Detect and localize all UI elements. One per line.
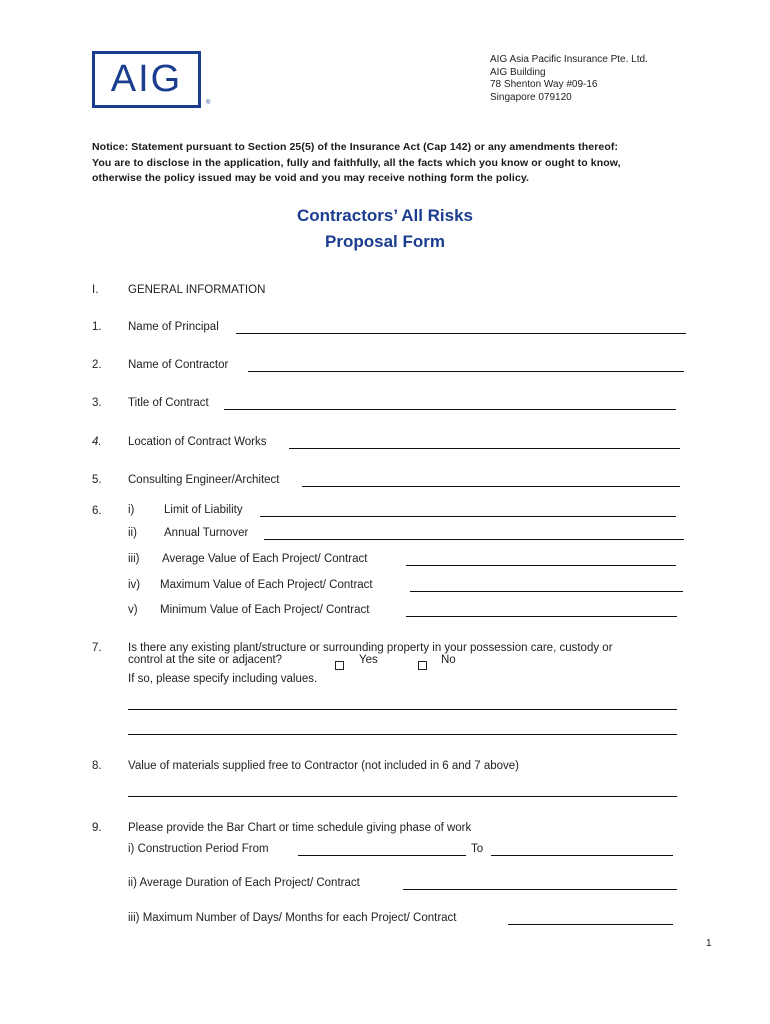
engineer-field[interactable] xyxy=(302,486,680,487)
average-duration-field[interactable] xyxy=(403,889,677,890)
form-subtitle: Proposal Form xyxy=(325,232,445,251)
property-details-field-2[interactable] xyxy=(128,734,677,735)
maximum-value-label: Maximum Value of Each Project/ Contract xyxy=(160,579,373,591)
principal-field[interactable] xyxy=(236,333,686,334)
specify-values-instruction: If so, please specify including values. xyxy=(128,673,318,685)
engineer-label: Consulting Engineer/Architect xyxy=(128,474,280,486)
company-address xyxy=(490,54,648,104)
limit-liability-label: Limit of Liability xyxy=(164,504,243,516)
page-number: 1 xyxy=(706,938,712,949)
sub-item-number: ii) xyxy=(128,527,137,539)
form-title: Contractors’ All Risks xyxy=(296,206,474,225)
logo-mark: ® xyxy=(206,100,211,106)
question-number: 9. xyxy=(92,822,102,834)
yes-label: Yes xyxy=(359,654,378,666)
existing-property-question: Is there any existing plant/structure or surrounding property in your possession care, custody or xyxy=(128,642,613,654)
period-to-label: To xyxy=(471,843,484,855)
question-number: 4. xyxy=(92,436,102,448)
free-materials-label: Value of materials supplied free to Contractor (not included in 6 and 7 above) xyxy=(128,760,520,772)
maximum-days-label: iii) Maximum Number of Days/ Months for each Project/ Contract xyxy=(128,912,457,924)
average-value-label: Average Value of Each Project/ Contract xyxy=(162,553,368,565)
question-number: 8. xyxy=(92,760,102,772)
notice-line: otherwise the policy issued may be void and you may receive nothing form the policy. xyxy=(92,172,530,184)
principal-label: Name of Principal xyxy=(128,321,219,333)
minimum-value-label: Minimum Value of Each Project/ Contract xyxy=(160,604,370,616)
contractor-field[interactable] xyxy=(248,371,684,372)
yes-checkbox[interactable] xyxy=(335,656,344,674)
question-number: 6. xyxy=(92,505,102,517)
sub-item-number: iv) xyxy=(128,579,141,591)
address-line: AIG Asia Pacific Insurance Pte. Ltd. xyxy=(490,54,648,65)
minimum-value-field[interactable] xyxy=(406,616,677,617)
location-field[interactable] xyxy=(289,448,680,449)
question-number: 5. xyxy=(92,474,102,486)
question-number: 2. xyxy=(92,359,102,371)
question-number: 3. xyxy=(92,397,102,409)
aig-logo: AIG xyxy=(110,58,183,100)
section-heading: GENERAL INFORMATION xyxy=(128,284,266,296)
location-label: Location of Contract Works xyxy=(128,436,267,448)
construction-period-label: i) Construction Period From xyxy=(128,843,269,855)
sub-item-number: i) xyxy=(128,504,135,516)
question-number: 1. xyxy=(92,321,102,333)
section-number: I. xyxy=(92,284,99,296)
bar-chart-request: Please provide the Bar Chart or time schedule giving phase of work xyxy=(128,822,472,834)
annual-turnover-field[interactable] xyxy=(264,539,684,540)
property-details-field-1[interactable] xyxy=(128,709,677,710)
limit-liability-field[interactable] xyxy=(260,516,676,517)
maximum-days-field[interactable] xyxy=(508,924,673,925)
address-line: Singapore 079120 xyxy=(490,91,572,103)
insurance-act-notice xyxy=(92,140,692,187)
average-value-field[interactable] xyxy=(406,565,676,566)
notice-line: You are to disclose in the application, fully and faithfully, all the facts which you know or ought to know, xyxy=(92,156,621,169)
period-from-field[interactable] xyxy=(298,855,466,856)
average-duration-label: ii) Average Duration of Each Project/ Contract xyxy=(128,877,360,889)
contract-title-field[interactable] xyxy=(224,409,676,410)
no-label: No xyxy=(441,654,456,666)
address-line: AIG Building xyxy=(490,66,546,78)
contract-title-label: Title of Contract xyxy=(128,397,209,409)
period-to-field[interactable] xyxy=(491,855,673,856)
address-line: 78 Shenton Way #09-16 xyxy=(490,79,598,90)
contractor-label: Name of Contractor xyxy=(128,359,229,371)
question-number: 7. xyxy=(92,642,102,654)
maximum-value-field[interactable] xyxy=(410,591,683,592)
notice-line: Notice: Statement pursuant to Section 25(5) of the Insurance Act (Cap 142) or any amendments thereof: xyxy=(92,141,619,153)
annual-turnover-label: Annual Turnover xyxy=(164,527,249,539)
existing-property-question-cont: control at the site or adjacent? xyxy=(128,654,283,666)
free-materials-field[interactable] xyxy=(128,796,677,797)
no-checkbox[interactable] xyxy=(418,656,427,674)
sub-item-number: v) xyxy=(128,604,138,616)
sub-item-number: iii) xyxy=(128,553,140,565)
